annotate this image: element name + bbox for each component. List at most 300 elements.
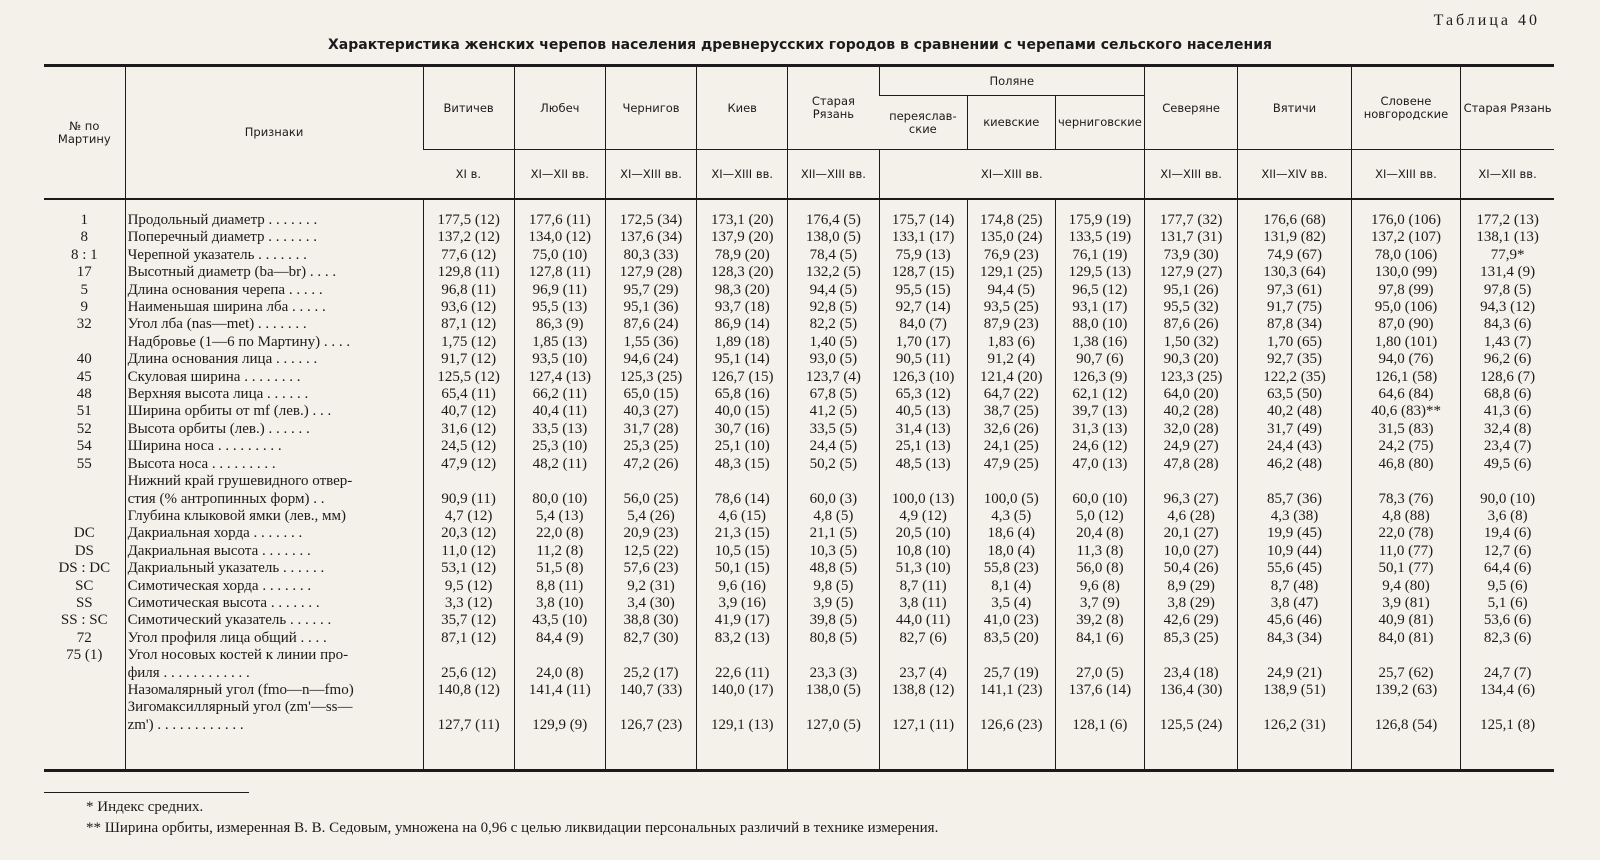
value-cell: 78,0 (106) (1351, 247, 1460, 264)
table-row (44, 560, 1554, 577)
value-cell: 31,7 (28) (605, 421, 696, 438)
empty-cell (697, 473, 788, 490)
value-cell: 22,0 (78) (1351, 525, 1460, 542)
value-cell: 25,2 (17) (605, 665, 696, 682)
value-cell: 9,2 (31) (605, 578, 696, 595)
col-header-name: Чернигов (605, 66, 696, 150)
value-cell: 50,2 (5) (788, 456, 879, 473)
value-cell: 1,40 (5) (788, 334, 879, 351)
value-cell: 76,1 (19) (1055, 247, 1144, 264)
value-cell: 95,0 (106) (1351, 299, 1460, 316)
feature-label: Надбровье (1—6 по Мартину) . . . . (125, 334, 423, 351)
value-cell: 32,0 (28) (1145, 421, 1238, 438)
value-cell: 90,5 (11) (879, 351, 967, 368)
feature-label: Высотный диаметр (ba—br) . . . . (125, 264, 423, 281)
value-cell: 128,7 (15) (879, 264, 967, 281)
col-period: XI—XII вв. (1461, 150, 1554, 200)
empty-cell (788, 699, 879, 716)
feature-label: Скуловая ширина . . . . . . . . (125, 369, 423, 386)
martin-number: DS : DC (58, 560, 111, 577)
value-cell: 137,9 (20) (697, 229, 788, 246)
value-cell: 129,5 (13) (1055, 264, 1144, 281)
value-cell: 82,2 (5) (788, 316, 879, 333)
value-cell: 127,9 (28) (605, 264, 696, 281)
value-cell: 40,2 (48) (1238, 403, 1352, 420)
col-period: XI—XIII вв. (605, 150, 696, 200)
feature-label: Дакриальный указатель . . . . . . (125, 560, 423, 577)
footnote: ** Ширина орбиты, измеренная В. В. Седовым, умножена на 0,96 с целью ликвидации персональных различий в технике измерения. (86, 820, 939, 836)
value-cell: 126,3 (10) (879, 369, 967, 386)
value-cell: 122,2 (35) (1238, 369, 1352, 386)
martin-number: DC (73, 525, 95, 542)
value-cell: 127,9 (27) (1145, 264, 1238, 281)
value-cell: 10,0 (27) (1145, 543, 1238, 560)
value-cell: 8,1 (4) (967, 578, 1055, 595)
value-cell: 128,1 (6) (1055, 717, 1144, 734)
martin-number: 17 (76, 264, 92, 281)
value-cell: 121,4 (20) (967, 369, 1055, 386)
col-period: XII—XIII вв. (788, 150, 879, 200)
value-cell: 78,4 (5) (788, 247, 879, 264)
value-cell: 43,5 (10) (514, 612, 605, 629)
empty-cell (605, 699, 696, 716)
value-cell: 126,2 (31) (1238, 717, 1352, 734)
value-cell: 18,6 (4) (967, 525, 1055, 542)
value-cell: 123,3 (25) (1145, 369, 1238, 386)
value-cell: 41,9 (17) (697, 612, 788, 629)
value-cell: 48,3 (15) (697, 456, 788, 473)
table-row (44, 351, 1554, 368)
value-cell: 1,70 (65) (1238, 334, 1352, 351)
value-cell: 97,8 (99) (1351, 282, 1460, 299)
table-row-continued (44, 473, 1554, 490)
value-cell: 87,1 (12) (423, 316, 514, 333)
value-cell: 127,0 (5) (788, 717, 879, 734)
value-cell: 175,7 (14) (879, 212, 967, 229)
value-cell: 25,1 (13) (879, 438, 967, 455)
value-cell: 87,1 (12) (423, 630, 514, 647)
value-cell: 85,3 (25) (1145, 630, 1238, 647)
value-cell: 82,3 (6) (1461, 630, 1554, 647)
empty-cell (1055, 734, 1144, 771)
value-cell: 94,4 (5) (967, 282, 1055, 299)
value-cell: 176,6 (68) (1238, 212, 1352, 229)
value-cell: 82,7 (30) (605, 630, 696, 647)
value-cell: 87,8 (34) (1238, 316, 1352, 333)
value-cell: 125,1 (8) (1461, 717, 1554, 734)
value-cell: 137,6 (34) (605, 229, 696, 246)
value-cell: 93,1 (17) (1055, 299, 1144, 316)
col-header-num: № по Мартину (57, 118, 111, 146)
empty-cell (1238, 734, 1352, 771)
value-cell: 31,7 (49) (1238, 421, 1352, 438)
value-cell: 45,6 (46) (1238, 612, 1352, 629)
value-cell: 136,4 (30) (1145, 682, 1238, 699)
value-cell: 94,4 (5) (788, 282, 879, 299)
value-cell: 4,7 (12) (423, 508, 514, 525)
value-cell: 90,0 (10) (1461, 491, 1554, 508)
table-row (44, 595, 1554, 612)
table-row (44, 682, 1554, 699)
martin-number: 75 (1) (66, 647, 103, 664)
value-cell: 65,8 (16) (697, 386, 788, 403)
value-cell: 77,6 (12) (423, 247, 514, 264)
feature-label: Верхняя высота лица . . . . . . (125, 386, 423, 403)
martin-number: DS (74, 542, 94, 559)
col-header-subgroup: киевские (967, 96, 1055, 150)
value-cell: 44,0 (11) (879, 612, 967, 629)
value-cell: 48,8 (5) (788, 560, 879, 577)
empty-cell (879, 473, 967, 490)
value-cell: 95,1 (14) (697, 351, 788, 368)
value-cell: 64,6 (84) (1351, 386, 1460, 403)
value-cell: 12,5 (22) (605, 543, 696, 560)
value-cell: 94,6 (24) (605, 351, 696, 368)
empty-cell (44, 665, 125, 682)
value-cell: 88,0 (10) (1055, 316, 1144, 333)
table-row (44, 578, 1554, 595)
martin-number: 8 (80, 229, 89, 246)
value-cell: 8,7 (11) (879, 578, 967, 595)
value-cell: 95,1 (26) (1145, 282, 1238, 299)
empty-cell (1145, 699, 1238, 716)
empty-cell (697, 647, 788, 664)
martin-number: 8 : 1 (70, 246, 98, 263)
col-header-name: Словене новгородские (1351, 66, 1460, 150)
value-cell: 137,2 (107) (1351, 229, 1460, 246)
value-cell: 95,5 (15) (879, 282, 967, 299)
value-cell: 1,83 (6) (967, 334, 1055, 351)
empty-cell (1351, 473, 1460, 490)
value-cell: 100,0 (5) (967, 491, 1055, 508)
value-cell: 40,7 (12) (423, 403, 514, 420)
value-cell: 130,0 (99) (1351, 264, 1460, 281)
value-cell: 25,1 (10) (697, 438, 788, 455)
value-cell: 12,7 (6) (1461, 543, 1554, 560)
empty-cell (788, 647, 879, 664)
value-cell: 127,8 (11) (514, 264, 605, 281)
empty-cell (44, 717, 125, 734)
table-row (44, 299, 1554, 316)
empty-cell (514, 699, 605, 716)
col-period: XI—XIII вв. (1145, 150, 1238, 200)
table-row (44, 717, 1554, 734)
empty-cell (1145, 473, 1238, 490)
value-cell: 40,3 (27) (605, 403, 696, 420)
value-cell: 3,3 (12) (423, 595, 514, 612)
col-period: XI—XII вв. (514, 150, 605, 200)
table-row (44, 508, 1554, 525)
empty-cell (967, 647, 1055, 664)
value-cell: 3,5 (4) (967, 595, 1055, 612)
empty-cell (514, 647, 605, 664)
value-cell: 75,0 (10) (514, 247, 605, 264)
value-cell: 53,6 (6) (1461, 612, 1554, 629)
value-cell: 80,8 (5) (788, 630, 879, 647)
col-header-name: Старая Рязань (788, 66, 879, 150)
feature-label: Симотический указатель . . . . . . (125, 612, 423, 629)
value-cell: 47,9 (12) (423, 456, 514, 473)
value-cell: 8,7 (48) (1238, 578, 1352, 595)
value-cell: 55,8 (23) (967, 560, 1055, 577)
value-cell: 51,5 (8) (514, 560, 605, 577)
value-cell: 94,3 (12) (1461, 299, 1554, 316)
value-cell: 22,6 (11) (697, 665, 788, 682)
empty-cell (44, 734, 125, 771)
value-cell: 64,7 (22) (967, 386, 1055, 403)
martin-number (44, 508, 125, 525)
empty-cell (1055, 473, 1144, 490)
value-cell: 140,8 (12) (423, 682, 514, 699)
value-cell: 74,9 (67) (1238, 247, 1352, 264)
feature-label: Глубина клыковой ямки (лев., мм) (125, 508, 423, 525)
value-cell: 38,7 (25) (967, 403, 1055, 420)
value-cell: 11,0 (77) (1351, 543, 1460, 560)
value-cell: 96,3 (27) (1145, 491, 1238, 508)
value-cell: 128,3 (20) (697, 264, 788, 281)
value-cell: 10,9 (44) (1238, 543, 1352, 560)
col-period: XI—XIII вв. (879, 150, 1144, 200)
value-cell: 92,7 (14) (879, 299, 967, 316)
value-cell: 9,6 (16) (697, 578, 788, 595)
value-cell: 5,4 (13) (514, 508, 605, 525)
value-cell: 177,7 (32) (1145, 212, 1238, 229)
table-row (44, 369, 1554, 386)
value-cell: 126,3 (9) (1055, 369, 1144, 386)
value-cell: 1,89 (18) (697, 334, 788, 351)
value-cell: 126,7 (15) (697, 369, 788, 386)
value-cell: 25,6 (12) (423, 665, 514, 682)
table-row (44, 630, 1554, 647)
value-cell: 87,6 (24) (605, 316, 696, 333)
value-cell: 25,7 (62) (1351, 665, 1460, 682)
value-cell: 85,7 (36) (1238, 491, 1352, 508)
value-cell: 84,1 (6) (1055, 630, 1144, 647)
value-cell: 135,0 (24) (967, 229, 1055, 246)
empty-cell (125, 734, 423, 771)
value-cell: 90,7 (6) (1055, 351, 1144, 368)
value-cell: 95,7 (29) (605, 282, 696, 299)
value-cell: 24,4 (5) (788, 438, 879, 455)
value-cell: 129,1 (25) (967, 264, 1055, 281)
value-cell: 23,4 (18) (1145, 665, 1238, 682)
value-cell: 25,3 (10) (514, 438, 605, 455)
value-cell: 177,6 (11) (514, 212, 605, 229)
value-cell: 9,8 (5) (788, 578, 879, 595)
value-cell: 140,0 (17) (697, 682, 788, 699)
value-cell: 87,0 (90) (1351, 316, 1460, 333)
empty-cell (423, 734, 514, 771)
value-cell: 1,50 (32) (1145, 334, 1238, 351)
value-cell: 67,8 (5) (788, 386, 879, 403)
value-cell: 123,7 (4) (788, 369, 879, 386)
value-cell: 20,9 (23) (605, 525, 696, 542)
value-cell: 25,7 (19) (967, 665, 1055, 682)
martin-number: 45 (76, 368, 92, 385)
col-group-polyane: Поляне (879, 66, 1144, 96)
value-cell: 93,6 (12) (423, 299, 514, 316)
value-cell: 20,5 (10) (879, 525, 967, 542)
value-cell: 3,7 (9) (1055, 595, 1144, 612)
table-row-continued (44, 699, 1554, 716)
empty-cell (1461, 473, 1554, 490)
value-cell: 3,8 (11) (879, 595, 967, 612)
value-cell: 173,1 (20) (697, 212, 788, 229)
value-cell: 80,0 (10) (514, 491, 605, 508)
value-cell: 40,2 (28) (1145, 403, 1238, 420)
empty-cell (879, 647, 967, 664)
value-cell: 96,2 (6) (1461, 351, 1554, 368)
value-cell: 20,3 (12) (423, 525, 514, 542)
value-cell: 133,5 (19) (1055, 229, 1144, 246)
value-cell: 100,0 (13) (879, 491, 967, 508)
value-cell: 3,6 (8) (1461, 508, 1554, 525)
skull-measurements-table (44, 64, 1554, 772)
value-cell: 75,9 (13) (879, 247, 967, 264)
value-cell: 3,9 (16) (697, 595, 788, 612)
martin-number: 54 (76, 438, 92, 455)
martin-number: 32 (76, 316, 92, 333)
value-cell: 93,0 (5) (788, 351, 879, 368)
value-cell: 39,7 (13) (1055, 403, 1144, 420)
table-row (44, 282, 1554, 299)
value-cell: 1,43 (7) (1461, 334, 1554, 351)
value-cell: 39,2 (8) (1055, 612, 1144, 629)
value-cell: 73,9 (30) (1145, 247, 1238, 264)
value-cell: 4,3 (38) (1238, 508, 1352, 525)
value-cell: 51,3 (10) (879, 560, 967, 577)
empty-cell (605, 473, 696, 490)
value-cell: 126,6 (23) (967, 717, 1055, 734)
col-period: XII—XIV вв. (1238, 150, 1352, 200)
value-cell: 20,4 (8) (1055, 525, 1144, 542)
value-cell: 3,8 (47) (1238, 595, 1352, 612)
value-cell: 83,2 (13) (697, 630, 788, 647)
value-cell: 42,6 (29) (1145, 612, 1238, 629)
feature-label: Черепной указатель . . . . . . . (125, 247, 423, 264)
value-cell: 78,6 (14) (697, 491, 788, 508)
martin-number: SS : SC (60, 612, 108, 629)
value-cell: 98,3 (20) (697, 282, 788, 299)
empty-cell (879, 699, 967, 716)
feature-label: Угол лба (nas—met) . . . . . . . (125, 316, 423, 333)
value-cell: 50,4 (26) (1145, 560, 1238, 577)
value-cell: 47,2 (26) (605, 456, 696, 473)
value-cell: 1,85 (13) (514, 334, 605, 351)
value-cell: 10,8 (10) (879, 543, 967, 560)
value-cell: 176,4 (5) (788, 212, 879, 229)
value-cell: 11,0 (12) (423, 543, 514, 560)
value-cell: 129,1 (13) (697, 717, 788, 734)
value-cell: 96,5 (12) (1055, 282, 1144, 299)
value-cell: 84,3 (6) (1461, 316, 1554, 333)
value-cell: 3,8 (10) (514, 595, 605, 612)
value-cell: 138,0 (5) (788, 682, 879, 699)
value-cell: 50,1 (77) (1351, 560, 1460, 577)
table-row (44, 334, 1554, 351)
feature-label: Дакриальная высота . . . . . . . (125, 543, 423, 560)
value-cell: 96,8 (11) (423, 282, 514, 299)
martin-number: 5 (80, 281, 89, 298)
empty-cell (605, 647, 696, 664)
value-cell: 127,7 (11) (423, 717, 514, 734)
col-period: XI в. (423, 150, 514, 200)
table-row (44, 264, 1554, 281)
feature-label-cont: zm') . . . . . . . . . . . . (125, 717, 423, 734)
value-cell: 21,1 (5) (788, 525, 879, 542)
empty-cell (44, 491, 125, 508)
footnote-rule (44, 792, 249, 793)
empty-cell (423, 699, 514, 716)
martin-number: 72 (76, 629, 92, 646)
feature-label: Симотическая высота . . . . . . . (125, 595, 423, 612)
col-header-name: Старая Рязань (1461, 66, 1554, 150)
value-cell: 9,5 (6) (1461, 578, 1554, 595)
value-cell: 31,6 (12) (423, 421, 514, 438)
value-cell: 24,7 (7) (1461, 665, 1554, 682)
value-cell: 84,0 (7) (879, 316, 967, 333)
value-cell: 92,7 (35) (1238, 351, 1352, 368)
value-cell: 82,7 (6) (879, 630, 967, 647)
empty-cell (1055, 699, 1144, 716)
value-cell: 32,4 (8) (1461, 421, 1554, 438)
value-cell: 128,6 (7) (1461, 369, 1554, 386)
value-cell: 23,4 (7) (1461, 438, 1554, 455)
table-number-label: Таблица 40 (1433, 12, 1540, 29)
feature-label: Угол носовых костей к линии про- (125, 647, 423, 664)
value-cell: 56,0 (8) (1055, 560, 1144, 577)
spacer-row (44, 734, 1554, 771)
table-row (44, 438, 1554, 455)
value-cell: 131,4 (9) (1461, 264, 1554, 281)
value-cell: 141,1 (23) (967, 682, 1055, 699)
value-cell: 66,2 (11) (514, 386, 605, 403)
feature-label: Назомалярный угол (fmo—n—fmo) (125, 682, 423, 699)
value-cell: 137,2 (12) (423, 229, 514, 246)
value-cell: 125,3 (25) (605, 369, 696, 386)
empty-cell (1351, 647, 1460, 664)
value-cell: 65,0 (15) (605, 386, 696, 403)
table-row (44, 543, 1554, 560)
value-cell: 60,0 (3) (788, 491, 879, 508)
value-cell: 5,1 (6) (1461, 595, 1554, 612)
col-period: XI—XIII вв. (697, 150, 788, 200)
value-cell: 84,4 (9) (514, 630, 605, 647)
value-cell: 60,0 (10) (1055, 491, 1144, 508)
value-cell: 132,2 (5) (788, 264, 879, 281)
value-cell: 64,4 (6) (1461, 560, 1554, 577)
value-cell: 93,7 (18) (697, 299, 788, 316)
empty-cell (514, 734, 605, 771)
value-cell: 41,0 (23) (967, 612, 1055, 629)
col-header-name: Любеч (514, 66, 605, 150)
empty-cell (697, 699, 788, 716)
value-cell: 84,3 (34) (1238, 630, 1352, 647)
table-row (44, 421, 1554, 438)
value-cell: 4,6 (15) (697, 508, 788, 525)
value-cell: 1,38 (16) (1055, 334, 1144, 351)
table-row (44, 212, 1554, 229)
value-cell: 46,8 (80) (1351, 456, 1460, 473)
value-cell: 68,8 (6) (1461, 386, 1554, 403)
feature-label: Зигомаксиллярный угол (zm'—ss— (125, 699, 423, 716)
value-cell: 93,5 (25) (967, 299, 1055, 316)
table-row (44, 316, 1554, 333)
feature-label: Длина основания черепа . . . . . (125, 282, 423, 299)
feature-label: Высота орбиты (лев.) . . . . . . (125, 421, 423, 438)
col-header-name: Северяне (1145, 66, 1238, 150)
value-cell: 131,9 (82) (1238, 229, 1352, 246)
